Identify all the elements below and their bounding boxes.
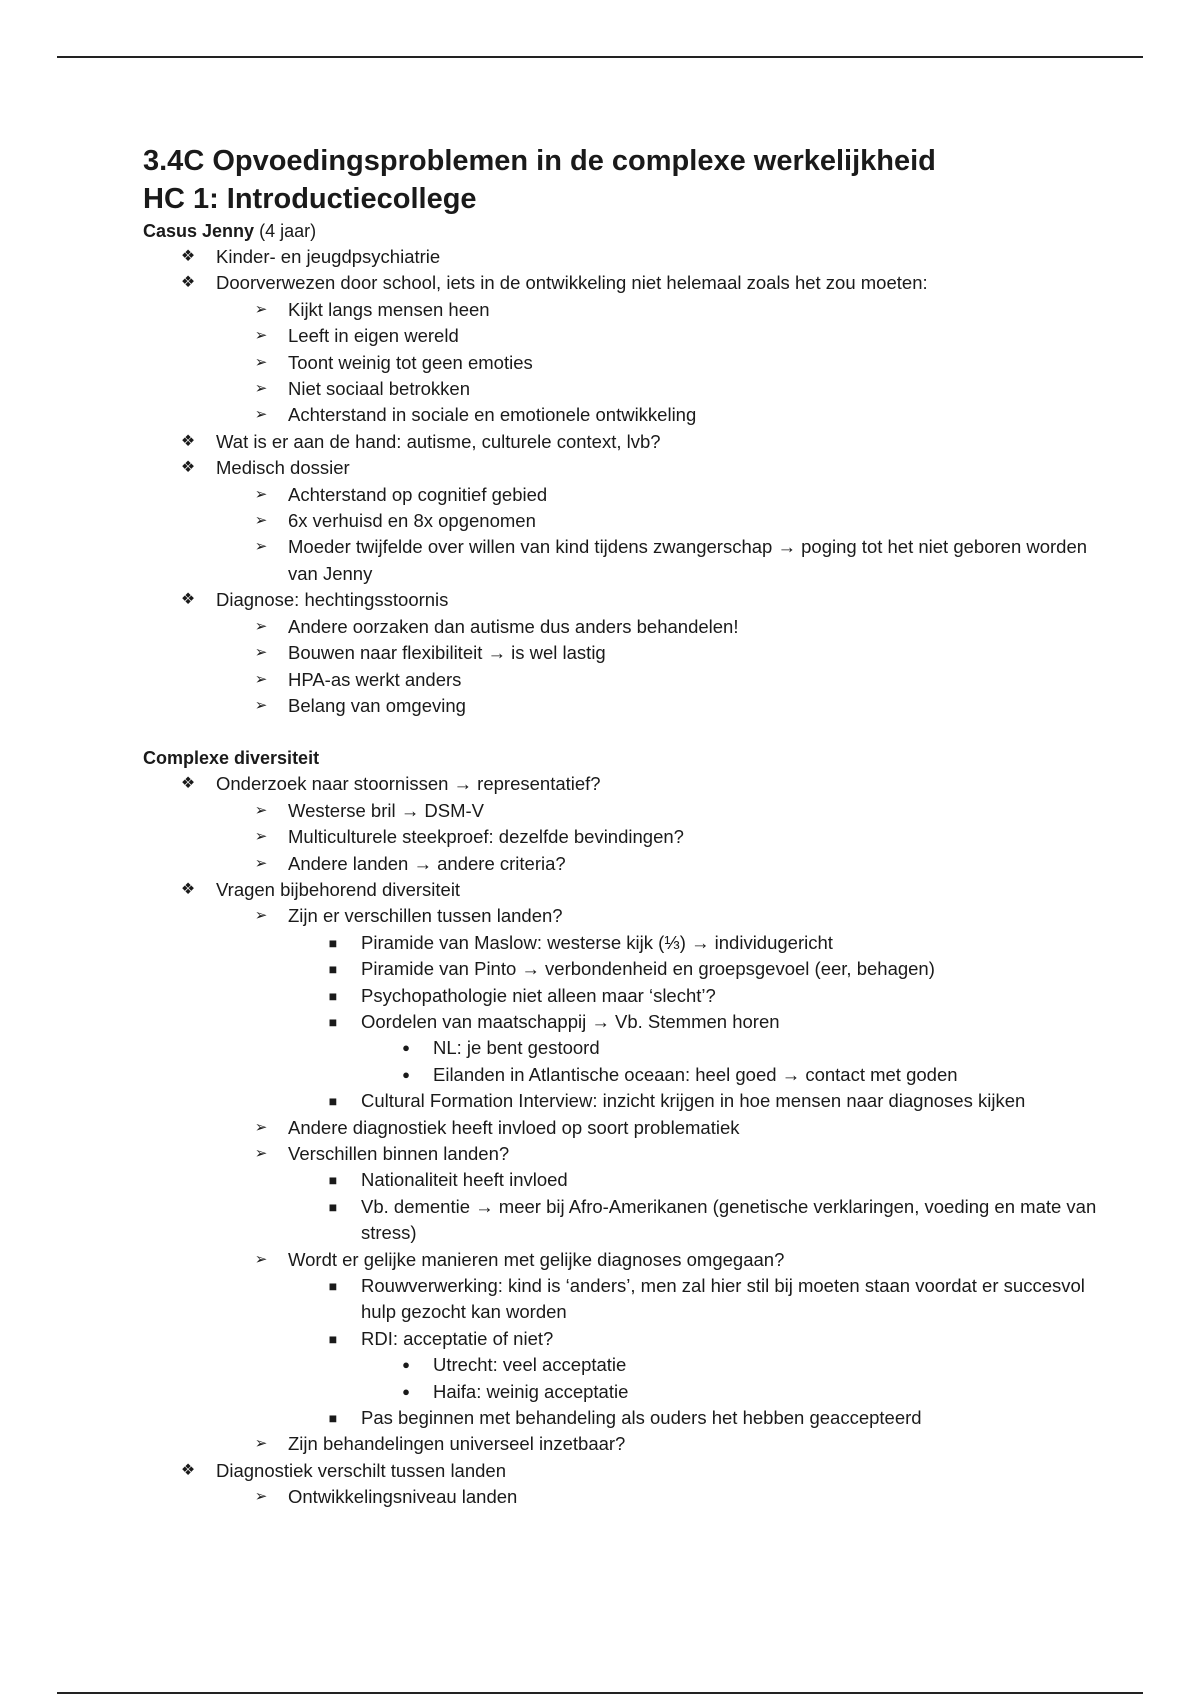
diamond-bullet-icon: ❖ — [180, 591, 196, 609]
list-item: ➢ 6x verhuisd en 8x opgenomen — [143, 508, 1103, 534]
list-item: ■ Oordelen van maatschappij → Vb. Stemmen horen — [143, 1009, 1103, 1035]
header-rule — [57, 56, 1143, 58]
list-item: ● Haifa: weinig acceptatie — [143, 1379, 1103, 1405]
document-body — [143, 142, 1103, 1511]
square-bullet-icon: ■ — [328, 1410, 338, 1427]
arrow-bullet-icon: ➢ — [254, 696, 268, 714]
arrow-bullet-icon: ➢ — [254, 801, 268, 819]
square-bullet-icon: ■ — [328, 934, 338, 951]
arrow-bullet-icon: ➢ — [254, 538, 268, 556]
arrow-bullet-icon: ➢ — [254, 485, 268, 503]
list-item: ➢ Moeder twijfelde over willen van kind tijdens zwangerschap → poging tot het niet geboren worden van Jenny — [143, 534, 1103, 587]
section-spacer — [143, 719, 1103, 745]
diamond-bullet-icon: ❖ — [180, 248, 196, 265]
casus-list — [143, 244, 1103, 719]
list-item: ➢ Andere landen → andere criteria? — [143, 851, 1103, 877]
document-title: 3.4C Opvoedingsproblemen in de complexe werkelijkheid — [143, 145, 936, 177]
list-item: ➢ Toont weinig tot geen emoties — [143, 350, 1103, 376]
casus-heading: Casus Jenny — [143, 221, 255, 241]
list-item: ➢ Achterstand in sociale en emotionele ontwikkeling — [143, 402, 1103, 428]
list-item: ■ Cultural Formation Interview: inzicht krijgen in hoe mensen naar diagnoses kijken — [143, 1088, 1103, 1114]
square-bullet-icon: ■ — [328, 1093, 338, 1110]
diamond-bullet-icon: ❖ — [180, 432, 196, 450]
arrow-bullet-icon: ➢ — [254, 644, 268, 662]
arrow-bullet-icon: ➢ — [254, 1145, 268, 1162]
list-item: ● Utrecht: veel acceptatie — [143, 1352, 1103, 1378]
list-item: ■ Nationaliteit heeft invloed — [143, 1167, 1103, 1193]
list-item: ❖ Diagnose: hechtingsstoornis — [143, 587, 1103, 613]
arrow-bullet-icon: ➢ — [254, 1118, 268, 1136]
square-bullet-icon: ■ — [328, 1198, 338, 1215]
casus-subheading: (4 jaar) — [259, 221, 317, 241]
arrow-bullet-icon: ➢ — [254, 854, 268, 872]
list-item: ■ Pas beginnen met behandeling als ouders het hebben geaccepteerd — [143, 1405, 1103, 1431]
arrow-bullet-icon: ➢ — [254, 617, 268, 635]
section-heading-diversiteit: Complexe diversiteit — [143, 748, 320, 769]
dot-bullet-icon: ● — [402, 1383, 410, 1399]
diamond-bullet-icon: ❖ — [180, 1461, 196, 1479]
arrow-bullet-icon: ➢ — [254, 907, 268, 925]
arrow-bullet-icon: ➢ — [254, 828, 268, 846]
dot-bullet-icon: ● — [402, 1040, 410, 1056]
square-bullet-icon: ■ — [328, 961, 338, 978]
diamond-bullet-icon: ❖ — [180, 880, 196, 898]
list-item: ❖ Vragen bijbehorend diversiteit — [143, 877, 1103, 903]
arrow-bullet-icon: ➢ — [254, 353, 268, 371]
square-bullet-icon: ■ — [328, 1013, 338, 1030]
list-item: ❖ Kinder- en jeugdpsychiatrie — [143, 244, 1103, 270]
diamond-bullet-icon: ❖ — [180, 775, 196, 793]
dot-bullet-icon: ● — [402, 1066, 410, 1082]
square-bullet-icon: ■ — [328, 1172, 338, 1189]
list-item: ➢ Zijn er verschillen tussen landen? — [143, 903, 1103, 929]
list-item: ➢ Westerse bril → DSM-V — [143, 798, 1103, 824]
list-item: ■ Vb. dementie → meer bij Afro-Amerikanen (genetische verklaringen, voeding en mate van stress) — [143, 1194, 1103, 1247]
list-item: ➢ HPA-as werkt anders — [143, 667, 1103, 693]
arrow-bullet-icon: ➢ — [254, 380, 268, 398]
arrow-bullet-icon: ➢ — [254, 300, 268, 318]
list-item: ● NL: je bent gestoord — [143, 1035, 1103, 1061]
list-item: ➢ Andere diagnostiek heeft invloed op soort problematiek — [143, 1115, 1103, 1141]
section-heading-casus — [143, 218, 1103, 244]
list-item: ➢ Leeft in eigen wereld — [143, 323, 1103, 349]
list-item: ■ Piramide van Pinto → verbondenheid en groepsgevoel (eer, behagen) — [143, 956, 1103, 982]
arrow-bullet-icon: ➢ — [254, 670, 268, 688]
list-item: ➢ Achterstand op cognitief gebied — [143, 482, 1103, 508]
list-item: ❖ Medisch dossier — [143, 455, 1103, 481]
diamond-bullet-icon: ❖ — [180, 459, 196, 477]
list-item: ➢ Andere oorzaken dan autisme dus anders behandelen! — [143, 614, 1103, 640]
square-bullet-icon: ■ — [328, 1330, 338, 1347]
square-bullet-icon: ■ — [328, 987, 338, 1004]
diamond-bullet-icon: ❖ — [180, 274, 196, 292]
arrow-bullet-icon: ➢ — [254, 1435, 268, 1453]
arrow-bullet-icon: ➢ — [254, 1488, 268, 1506]
list-item: ■ Psychopathologie niet alleen maar ‘slecht’? — [143, 983, 1103, 1009]
arrow-bullet-icon: ➢ — [254, 512, 268, 530]
arrow-bullet-icon: ➢ — [254, 1250, 268, 1268]
list-item: ➢ Multiculturele steekproef: dezelfde bevindingen? — [143, 824, 1103, 850]
list-item: ➢ Belang van omgeving — [143, 693, 1103, 719]
list-item: ❖ Doorverwezen door school, iets in de ontwikkeling niet helemaal zoals het zou moeten: — [143, 270, 1103, 296]
list-item: ➢ Wordt er gelijke manieren met gelijke diagnoses omgegaan? — [143, 1247, 1103, 1273]
dot-bullet-icon: ● — [402, 1357, 410, 1373]
footer-rule — [57, 1692, 1143, 1694]
list-item: ➢ Kijkt langs mensen heen — [143, 297, 1103, 323]
list-item: ❖ Diagnostiek verschilt tussen landen — [143, 1458, 1103, 1484]
list-item: ➢ Niet sociaal betrokken — [143, 376, 1103, 402]
diversiteit-list — [143, 771, 1103, 1510]
list-item: ❖ Onderzoek naar stoornissen → representatief? — [143, 771, 1103, 797]
square-bullet-icon: ■ — [328, 1278, 338, 1295]
list-item: ➢ Ontwikkelingsniveau landen — [143, 1484, 1103, 1510]
list-item: ➢ Zijn behandelingen universeel inzetbaar? — [143, 1431, 1103, 1457]
list-item: ■ Piramide van Maslow: westerse kijk (⅓) → individugericht — [143, 930, 1103, 956]
list-item: ■ Rouwverwerking: kind is ‘anders’, men zal hier stil bij moeten staan voordat er succesvol hulp gezocht kan worden — [143, 1273, 1103, 1326]
list-item: ❖ Wat is er aan de hand: autisme, culturele context, lvb? — [143, 429, 1103, 455]
arrow-bullet-icon: ➢ — [254, 327, 268, 345]
arrow-bullet-icon: ➢ — [254, 406, 268, 424]
list-item: ➢ Verschillen binnen landen? — [143, 1141, 1103, 1167]
list-item: ➢ Bouwen naar flexibiliteit → is wel lastig — [143, 640, 1103, 666]
lecture-title: HC 1: Introductiecollege — [143, 183, 477, 215]
list-item: ■ RDI: acceptatie of niet? — [143, 1326, 1103, 1352]
list-item: ● Eilanden in Atlantische oceaan: heel goed → contact met goden — [143, 1062, 1103, 1088]
